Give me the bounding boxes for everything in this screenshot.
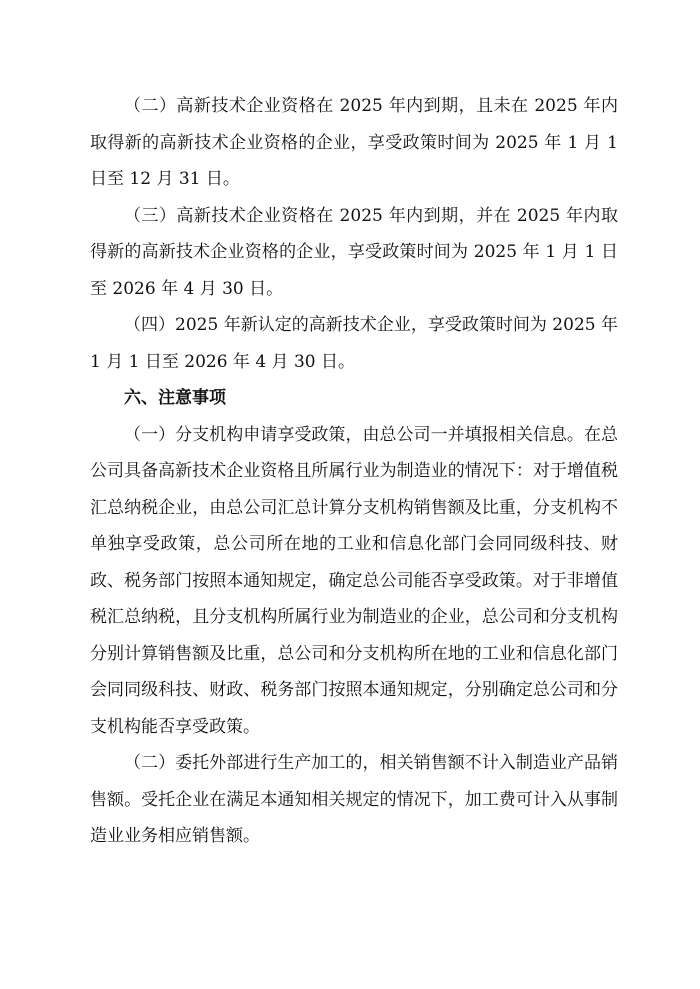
section-heading: 六、注意事项	[124, 388, 226, 408]
paragraph-note-2: （二）委托外部进行生产加工的，相关销售额不计入制造业产品销售额。受托企业在满足本通知相关规定的情况下，加工费可计入从事制造业业务相应销售额。	[90, 753, 618, 846]
paragraph-term-2: （二）高新技术企业资格在 2025 年内到期，且未在 2025 年内取得新的高新技术企业资格的企业，享受政策时间为 2025 年 1 月 1 日至 12 月 31 日。	[90, 96, 618, 189]
paragraph-term-4: （四）2025 年新认定的高新技术企业，享受政策时间为 2025 年 1 月 1 日至 2026 年 4 月 30 日。	[90, 315, 618, 372]
paragraph-note-1: （一）分支机构申请享受政策，由总公司一并填报相关信息。在总公司具备高新技术企业资格且所属行业为制造业的情况下：对于增值税汇总纳税企业，由总公司汇总计算分支机构销售额及比重，分支机构不单独享受政策，总公司所在地的工业和信息化部门会同同级科技、财政、税务部门按照本通知规定，确定总公司能否享受政策。对于非增值税汇总纳税，且分支机构所属行业为制造业的企业，总公司和分支机构分别计算销售额及比重，总公司和分支机构所在地的工业和信息化部门会同同级科技、财政、税务部门按照本通知规定，分别确定总公司和分支机构能否享受政策。	[90, 424, 618, 737]
paragraph-term-3: （三）高新技术企业资格在 2025 年内到期，并在 2025 年内取得新的高新技术企业资格的企业，享受政策时间为 2025 年 1 月 1 日至 2026 年 4 月 30 日。	[90, 205, 618, 299]
